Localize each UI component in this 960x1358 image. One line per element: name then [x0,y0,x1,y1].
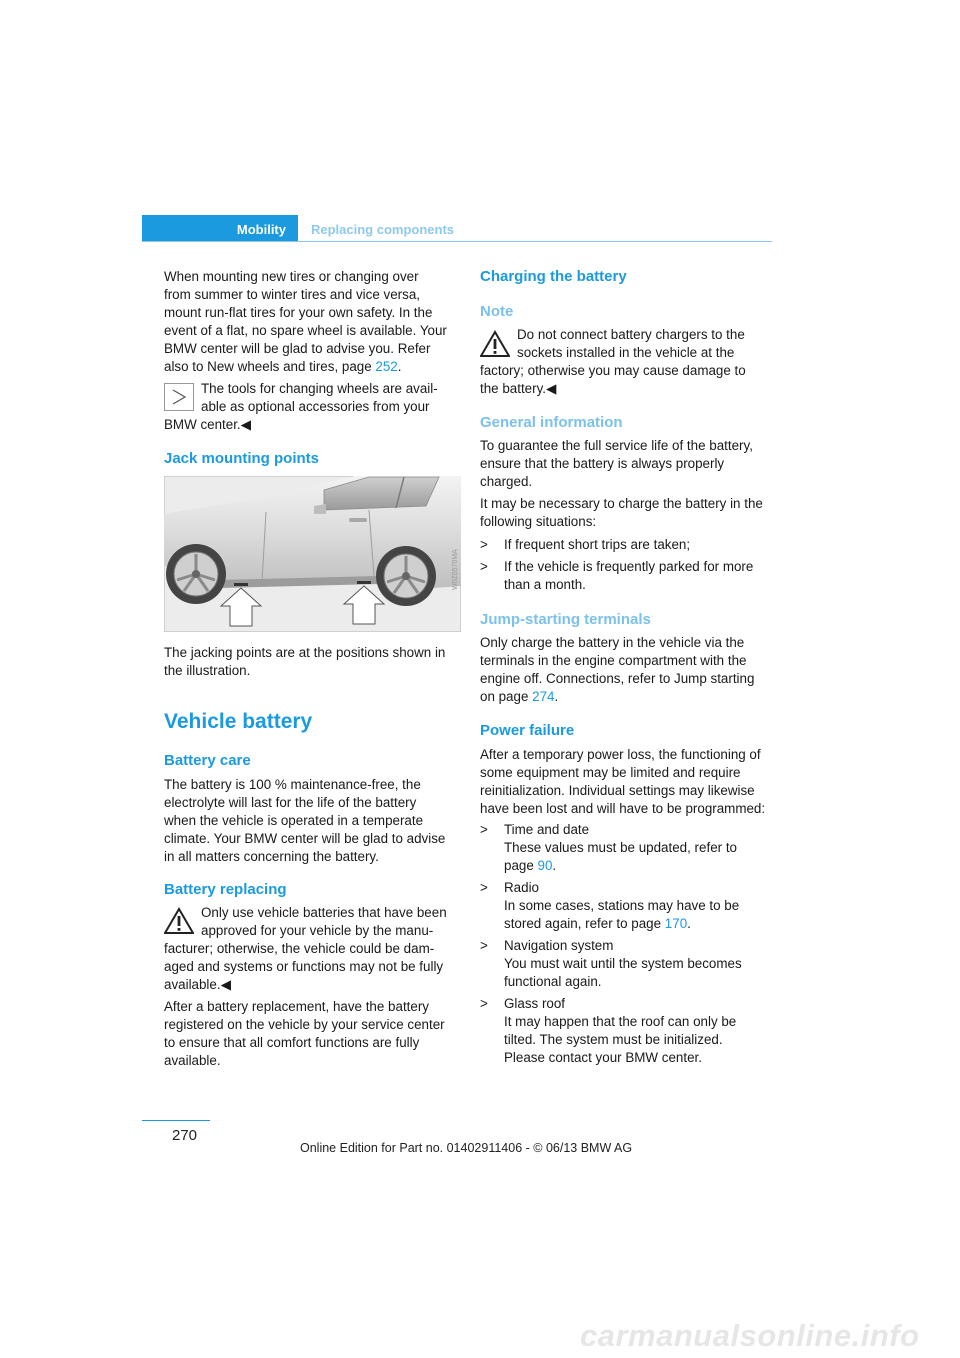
left-column [164,268,464,376]
text-line: electrolyte will last for the life of the battery [164,795,417,810]
text-line: Only use vehicle batteries that have been [201,905,447,920]
text-line: the battery.◀ [480,381,557,396]
car-jacking-illustration [164,476,461,632]
battery-care-text [164,776,464,866]
text-line: from summer to winter tires and vice versa, [164,287,420,302]
page-link-252[interactable]: 252 [375,359,398,374]
bullet-marker: > [480,938,488,953]
text-line: page 90. [504,858,557,873]
text-line: Glass roof [504,996,566,1011]
text-line: factory; otherwise you may cause damage to [480,363,746,378]
text-line: When mounting new tires or changing over [164,269,419,284]
text-line: available.◀ [164,977,231,992]
text-line: Only charge the battery in the vehicle via the [480,635,745,650]
text-line: In some cases, stations may have to be [504,898,740,913]
vehicle-battery-title: Vehicle battery [164,710,313,733]
text-line: aged and systems or functions may not be fully [164,959,444,974]
text-line: sockets installed in the vehicle at the [517,345,735,360]
tools-note [164,380,464,434]
text-line: when the vehicle is operated in a temperate [164,813,424,828]
header-rule [142,241,772,242]
text-line: BMW center will be glad to advise you. Refer [164,341,431,356]
list-item [480,937,780,991]
text-line: After a temporary power loss, the functioning of [480,747,761,762]
list-item [480,821,780,875]
battery-care-heading: Battery care [164,752,251,769]
text-line: able as optional accessories from your [201,399,430,414]
text-line: event of a flat, no spare wheel is available. Your [164,323,447,338]
watermark: carmanualsonline.info [580,1318,920,1353]
battery-replacing-heading: Battery replacing [164,881,287,898]
text-line: on page 274. [480,689,559,704]
page-number-rule [142,1120,210,1121]
text-line: functional again. [504,974,602,989]
section-tab [142,215,298,242]
bullet-marker: > [480,996,488,1011]
text-line: The tools for changing wheels are avail- [201,381,438,396]
running-header [142,215,772,242]
note-heading: Note [480,303,514,320]
bullet-marker: > [480,822,488,837]
text-line: The jacking points are at the positions shown in [164,645,446,660]
power-failure-heading: Power failure [480,722,575,739]
page-link-90[interactable]: 90 [537,858,553,873]
text-line: Please contact your BMW center. [504,1050,702,1065]
text-line: If frequent short trips are taken; [504,537,691,552]
text-line: If the vehicle is frequently parked for more [504,559,754,574]
text-line: The battery is 100 % maintenance-free, the [164,777,421,792]
text-line: Radio [504,880,539,895]
subsection-label: Replacing components [311,222,455,237]
edition-note: Online Edition for Part no. 01402911406 - © 06/13 BMW AG [300,1141,633,1155]
text-line: registered on the vehicle by your service center [164,1017,445,1032]
text-line: engine off. Connections, refer to Jump starting [480,671,755,686]
text-line: in all matters concerning the battery. [164,849,379,864]
text-line: terminals in the engine compartment with the [480,653,747,668]
bullet-marker: > [480,880,488,895]
text-line: mount run-flat tires for your own safety. In the [164,305,433,320]
power-failure-list [480,821,780,1067]
page-link-274[interactable]: 274 [532,689,555,704]
charging-warning [480,326,780,398]
page-link-170[interactable]: 170 [664,916,688,931]
jump-start-text [480,634,780,706]
text-line: It may be necessary to charge the battery in the [480,496,763,511]
text-line: stored again, refer to page 170. [504,916,691,931]
text-line: charged. [480,474,533,489]
text-line: After a battery replacement, have the battery [164,999,429,1014]
charging-heading: Charging the battery [480,268,627,285]
text-line: facturer; otherwise, the vehicle could be dam- [164,941,435,956]
after-replacement-text [164,998,464,1070]
text-line: ensure that the battery is always properly [480,456,725,471]
replacing-warning [164,904,464,994]
list-item [480,995,780,1067]
text-line: following situations: [480,514,597,529]
bullet-marker: > [480,559,488,574]
text-line: to ensure that all comfort functions are fully [164,1035,420,1050]
text-line: These values must be updated, refer to [504,840,737,855]
bullet-marker: > [480,537,488,552]
general-info-text [480,437,780,531]
jump-start-heading: Jump-starting terminals [480,611,651,628]
text-line: To guarantee the full service life of the battery, [480,438,753,453]
list-item [480,879,780,933]
text-line: Navigation system [504,938,614,953]
text-line: BMW center.◀ [164,417,251,432]
text-line: the illustration. [164,663,251,678]
text-line: also to New wheels and tires, page 252. [164,359,402,374]
text-line: tilted. The system must be initialized. [504,1032,723,1047]
list-item [480,536,780,554]
jack-heading: Jack mounting points [164,450,320,467]
figure-code: W0Z0570MA [452,549,459,590]
page-number: 270 [172,1127,198,1144]
text-line: have been lost and will have to be programmed: [480,801,766,816]
situations-list [480,536,780,594]
text-line: Time and date [504,822,590,837]
section-label: Mobility [236,222,286,237]
list-item [480,558,780,594]
text-line: reinitialization. Individual settings may likewise [480,783,755,798]
text-line: approved for your vehicle by the manu- [201,923,434,938]
text-line: It may happen that the roof can only be [504,1014,737,1029]
text-line: than a month. [504,577,586,592]
power-failure-text [480,746,780,818]
text-line: some equipment may be limited and require [480,765,741,780]
general-info-heading: General information [480,414,623,431]
text-line: You must wait until the system becomes [504,956,742,971]
jack-text [164,644,464,680]
text-line: available. [164,1053,221,1068]
text-line: climate. Your BMW center will be glad to advise [164,831,446,846]
text-line: Do not connect battery chargers to the [517,327,745,342]
